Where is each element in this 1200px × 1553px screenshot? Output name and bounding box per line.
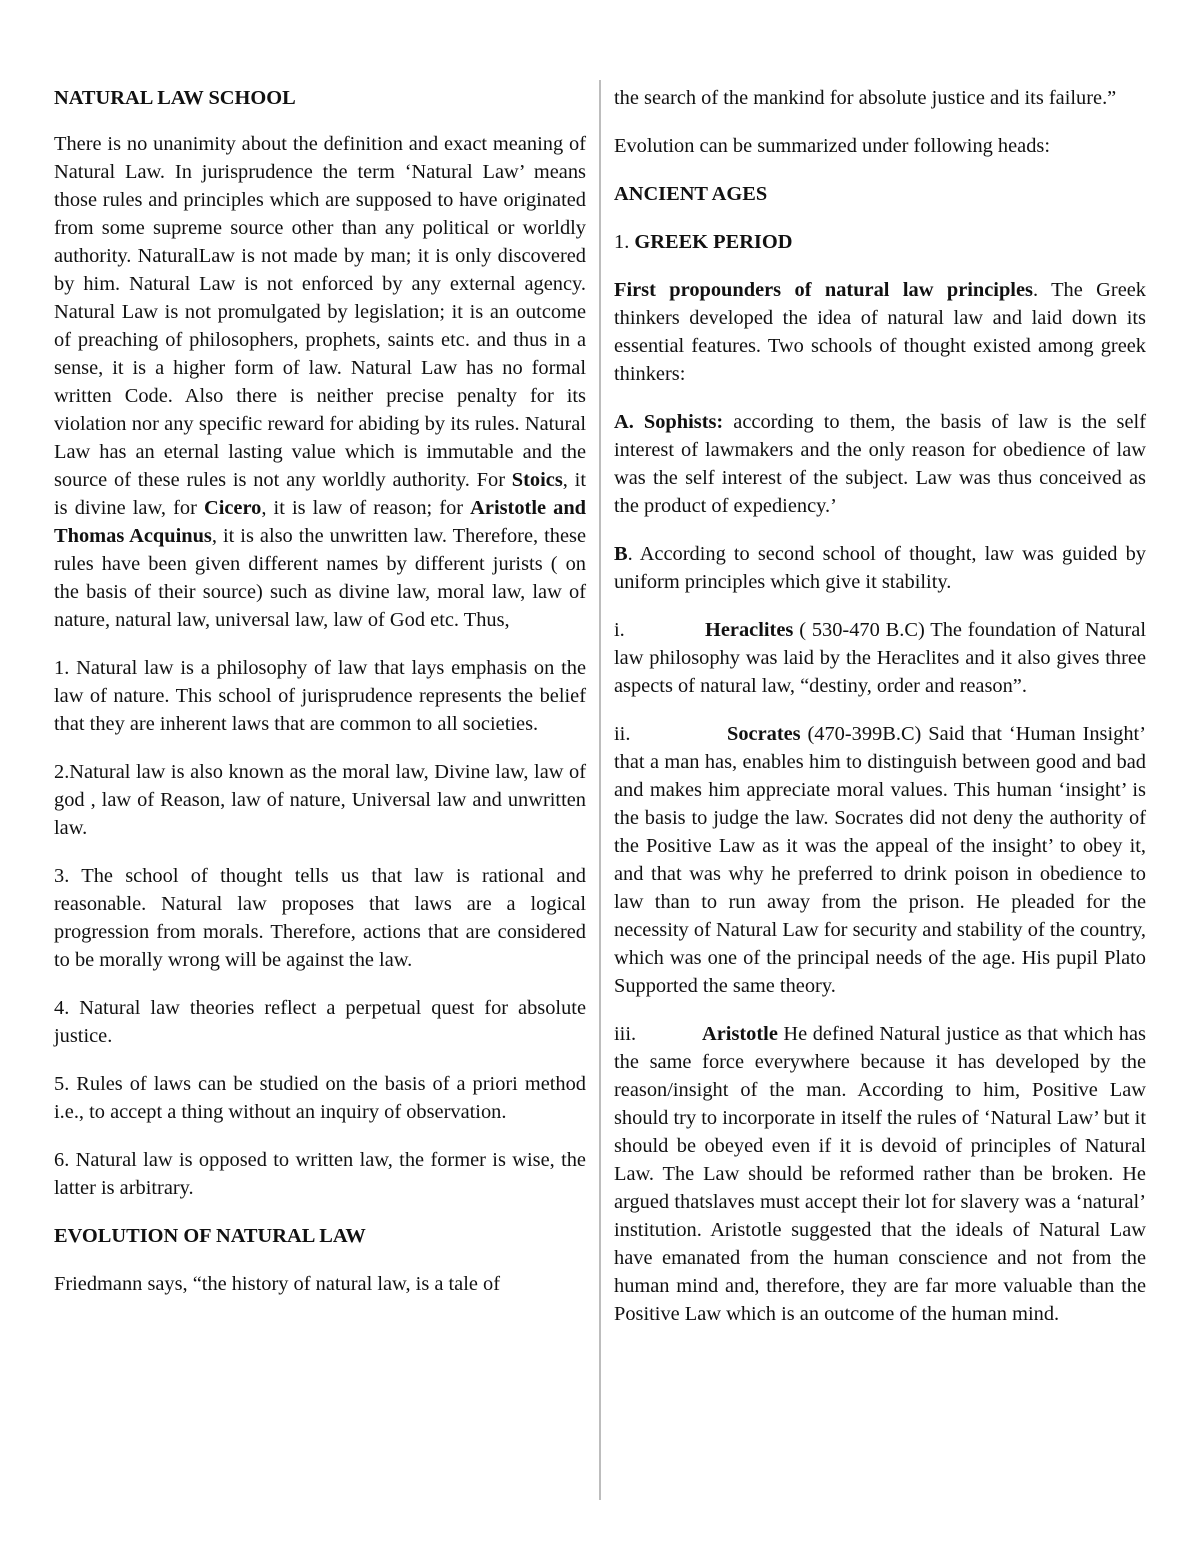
- first-propounders-text: . The Greek thinkers developed the idea of natural law and laid down its essential features. Two schools of thought existed among greek thinkers:: [614, 279, 1146, 385]
- intro-text-2: , it is divine law, for: [54, 469, 586, 519]
- socrates-text: (470-399B.C) Said that ‘Human Insight’ that a man has, enables him to distinguish between good and bad and makes him appreciate moral values. This human ‘insight’ is the basis to judge the law. Socrates did not deny the authority of the Positive Law as it was the appeal of the insight’ to obey it, and that was why he preferred to drink poison in obedience to law than to run away from the prison. He pleaded for the necessity of Natural Law for security and stability of the country, which was one of the principal needs of the age. His pupil Plato Supported the same theory.: [614, 723, 1146, 997]
- heraclites-text: ( 530-470 B.C) The foundation of Natural law philosophy was laid by the Heraclites and it also gives three aspects of natural law, “destiny, order and reason”.: [614, 619, 1146, 697]
- intro-text-1: There is no unanimity about the definition and exact meaning of Natural Law. In jurisprudence the term ‘Natural Law’ means those rules and principles which are supposed to have originated from some supreme source other than any political or worldly authority. NaturalLaw is not made by man; it is only discovered by him. Natural Law is not enforced by any external agency. Natural Law is not promulgated by legislation; it is an outcome of preaching of philosophers, prophets, saints etc. and thus in a sense, it is a higher form of law. Natural Law has no formal written Code. Also there is neither precise penalty for its violation nor any specific reward for abiding by its rules. Natural Law has an eternal lasting value which is immutable and the source of these rules is not any worldly authority. For: [54, 133, 586, 491]
- friedmann-quote-end: the search of the mankind for absolute justice and its failure.”: [614, 87, 1117, 109]
- greek-number: 1.: [614, 231, 635, 253]
- term-aristotle-thomas: Aristotle and Thomas Acquinus: [54, 497, 587, 547]
- aristotle-paragraph: [614, 1020, 1146, 1328]
- intro-text-3: , it is law of reason; for: [261, 497, 471, 519]
- point-1: 1. Natural law is a philosophy of law that lays emphasis on the law of nature. This school of jurisprudence represents the belief that they are inherent laws that are common to all societies.: [54, 657, 586, 735]
- greek-period-heading: [614, 228, 1146, 256]
- first-propounders-bold: First propounders of natural law principles: [614, 279, 1033, 301]
- point-6: 6. Natural law is opposed to written law, the former is wise, the latter is arbitrary.: [54, 1149, 586, 1199]
- heraclites-label: i.: [614, 619, 625, 641]
- aristotle-label: iii.: [614, 1023, 637, 1045]
- intro-paragraph: [54, 130, 586, 634]
- sophists-bold: Sophists:: [643, 411, 724, 433]
- page-title: NATURAL LAW SCHOOL: [54, 87, 296, 109]
- evolution-heading: EVOLUTION OF NATURAL LAW: [54, 1225, 366, 1247]
- point-2: 2.Natural law is also known as the moral law, Divine law, law of god , law of Reason, law of nature, Universal law and unwritten law.: [54, 761, 586, 839]
- heraclites-paragraph: [614, 616, 1146, 700]
- sophists-label: A.: [614, 411, 644, 433]
- greek-heading-text: GREEK PERIOD: [634, 231, 793, 253]
- evolution-summary: Evolution can be summarized under following heads:: [614, 135, 1051, 157]
- first-propounders-paragraph: [614, 276, 1146, 388]
- term-stoics: Stoics: [511, 469, 563, 491]
- column-divider: [599, 80, 601, 1500]
- point-3: 3. The school of thought tells us that law is rational and reasonable. Natural law proposes that laws are a logical progression from morals. Therefore, actions that are considered to be morally wrong will be against the law.: [54, 865, 586, 971]
- heraclites-bold: Heraclites: [705, 619, 794, 641]
- sophists-text: according to them, the basis of law is the self interest of lawmakers and the only reason for obedience of law was the self interest of the subject. Law was thus conceived as the product of expediency.’: [614, 411, 1147, 517]
- ancient-ages-heading: ANCIENT AGES: [614, 183, 768, 205]
- intro-text-4: , it is also the unwritten law. Therefore, these rules have been given different names by different jurists ( on the basis of their source) such as divine law, moral law, law of nature, natural law, universal law, law of God etc. Thus,: [54, 525, 587, 631]
- left-column: [54, 84, 586, 1318]
- aristotle-text: He defined Natural justice as that which has the same force everywhere because it has developed by the reason/insight of the man. According to him, Positive Law should try to incorporate in itself the rules of ‘Natural Law’ but it should be obeyed even if it is devoid of principles of Natural Law. The Law should be reformed rather than be broken. He argued thatslaves must accept their lot for slavery was a ‘natural’ institution. Aristotle suggested that the ideals of Natural Law have emanated from the human conscience and not from the human mind and, therefore, they are far more valuable than the Positive Law which is an outcome of the human mind.: [614, 1023, 1146, 1325]
- point-5: 5. Rules of laws can be studied on the basis of a priori method i.e., to accept a thing without an inquiry of observation.: [54, 1073, 586, 1123]
- right-column: [614, 84, 1146, 1348]
- friedmann-quote-start: Friedmann says, “the history of natural law, is a tale of: [54, 1273, 501, 1295]
- aristotle-bold: Aristotle: [702, 1023, 778, 1045]
- point-4: 4. Natural law theories reflect a perpetual quest for absolute justice.: [54, 997, 586, 1047]
- second-school-text: . According to second school of thought, law was guided by uniform principles which give it stability.: [614, 543, 1146, 593]
- socrates-label: ii.: [614, 723, 631, 745]
- term-cicero: Cicero: [203, 497, 262, 519]
- second-school-paragraph: [614, 540, 1146, 596]
- socrates-paragraph: [614, 720, 1146, 1000]
- second-school-label: B: [614, 543, 628, 565]
- sophists-paragraph: [614, 408, 1146, 520]
- socrates-bold: Socrates: [727, 723, 801, 745]
